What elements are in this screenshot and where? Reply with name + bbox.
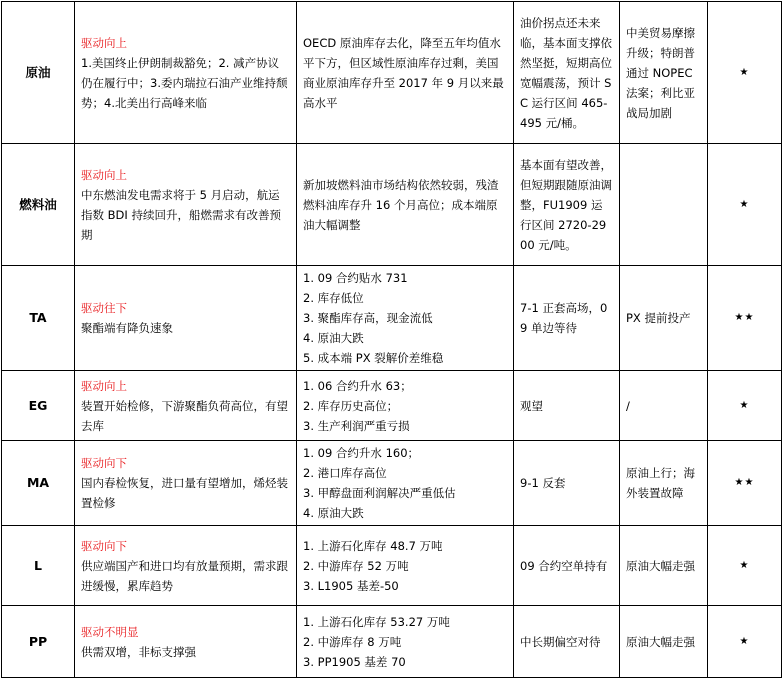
fundamentals-item: OECD 原油库存去化，降至五年均值水平下方，但区域性原油库存过剩，美国商业原油库存升至 2017 年 9 月以来最高水平: [303, 35, 504, 110]
fundamentals-item: 4. 原油大跌: [303, 331, 364, 345]
rating-stars: ★: [708, 526, 782, 606]
commodity-table: [1, 1, 782, 678]
driver-direction: 驱动往下: [81, 301, 127, 315]
driver-cell: [75, 606, 297, 678]
table-row: [2, 2, 782, 144]
fundamentals-cell: [297, 266, 514, 371]
fundamentals-item: 3. 生产利润严重亏损: [303, 418, 410, 433]
rating-stars: ★: [708, 371, 782, 441]
driver-direction: 驱动向上: [81, 35, 127, 50]
fundamentals-item: 5. 成本端 PX 裂解价差维稳: [303, 351, 444, 365]
fundamentals-cell: [297, 371, 514, 441]
fundamentals-item: 2. 中游库存 8 万吨: [303, 634, 402, 649]
table-row: [2, 606, 782, 678]
driver-cell: [75, 2, 297, 144]
commodity-name: L: [2, 526, 75, 606]
driver-detail: 中东燃油发电需求将于 5 月启动，航运指数 BDI 持续回升，船燃需求有改善预期: [81, 187, 281, 242]
fundamentals-cell: [297, 606, 514, 678]
driver-cell: [75, 371, 297, 441]
commodity-name: TA: [2, 266, 75, 371]
risk-cell: PX 提前投产: [620, 266, 708, 371]
rating-stars: ★: [708, 144, 782, 266]
fundamentals-cell: [297, 526, 514, 606]
driver-cell: [75, 441, 297, 526]
fundamentals-item: 2. 港口库存高位: [303, 466, 387, 480]
driver-direction: 驱动向下: [81, 456, 127, 470]
view-cell: 中长期偏空对待: [514, 606, 620, 678]
view-cell: 09 合约空单持有: [514, 526, 620, 606]
view-cell: 观望: [514, 371, 620, 441]
fundamentals-item: 1. 上游石化库存 48.7 万吨: [303, 538, 443, 553]
view-cell: 油价拐点还未来临，基本面支撑依然坚挺，短期高位宽幅震荡，预计 SC 运行区间 465-495 元/桶。: [514, 2, 620, 144]
commodity-name: EG: [2, 371, 75, 441]
driver-direction: 驱动向上: [81, 167, 127, 182]
risk-cell: 原油上行；海外装置故障: [620, 441, 708, 526]
fundamentals-cell: [297, 441, 514, 526]
view-cell: 基本面有望改善，但短期跟随原油调整，FU1909 运行区间 2720-2900 元/吨。: [514, 144, 620, 266]
rating-stars: ★: [708, 2, 782, 144]
fundamentals-item: 4. 原油大跌: [303, 506, 364, 520]
rating-stars: ★★: [708, 266, 782, 371]
fundamentals-item: 1. 09 合约贴水 731: [303, 271, 408, 285]
fundamentals-item: 1. 上游石化库存 53.27 万吨: [303, 614, 450, 629]
driver-direction: 驱动不明显: [81, 624, 139, 639]
view-cell: 7-1 正套高场，09 单边等待: [514, 266, 620, 371]
fundamentals-cell: [297, 2, 514, 144]
fundamentals-item: 1. 09 合约升水 160；: [303, 446, 420, 460]
fundamentals-item: 3. L1905 基差-50: [303, 578, 399, 593]
fundamentals-item: 2. 库存低位: [303, 291, 364, 305]
commodity-name: PP: [2, 606, 75, 678]
risk-cell: /: [620, 371, 708, 441]
risk-cell: 原油大幅走强: [620, 526, 708, 606]
table-row: [2, 526, 782, 606]
fundamentals-cell: [297, 144, 514, 266]
fundamentals-item: 3. 甲醇盘面利润解决严重低估: [303, 486, 456, 500]
driver-direction: 驱动向上: [81, 378, 127, 393]
fundamentals-item: 1. 06 合约升水 63；: [303, 378, 412, 393]
driver-direction: 驱动向下: [81, 538, 127, 553]
table-row: [2, 266, 782, 371]
commodity-name: MA: [2, 441, 75, 526]
driver-detail: 供应端国产和进口均有放量预期，需求跟进缓慢，累库趋势: [81, 558, 288, 593]
driver-cell: [75, 144, 297, 266]
driver-detail: 供需双增，非标支撑强: [81, 644, 196, 659]
fundamentals-item: 新加坡燃料油市场结构依然较弱，残渣燃料油库存升 16 个月高位；成本端原油大幅调整: [303, 177, 499, 232]
risk-cell: 中美贸易摩擦升级；特朗普通过 NOPEC 法案；利比亚战局加剧: [620, 2, 708, 144]
commodity-name: 原油: [2, 2, 75, 144]
risk-cell: [620, 144, 708, 266]
rating-stars: ★★: [708, 441, 782, 526]
driver-detail: 国内春检恢复，进口量有望增加，烯烃装置检修: [81, 476, 288, 510]
driver-detail: 聚酯端有降负速象: [81, 321, 173, 335]
fundamentals-item: 2. 中游库存 52 万吨: [303, 558, 409, 573]
table-row: [2, 371, 782, 441]
driver-cell: [75, 266, 297, 371]
fundamentals-item: 3. 聚酯库存高，现金流低: [303, 311, 433, 325]
rating-stars: ★: [708, 606, 782, 678]
driver-detail: 1.美国终止伊朗制裁豁免；2. 减产协议仍在履行中；3.委内瑞拉石油产业维持颓势；4.北美出行高峰来临: [81, 55, 288, 110]
fundamentals-item: 3. PP1905 基差 70: [303, 654, 406, 669]
risk-cell: 原油大幅走强: [620, 606, 708, 678]
driver-detail: 装置开始检修，下游聚酯负荷高位，有望去库: [81, 398, 288, 433]
view-cell: 9-1 反套: [514, 441, 620, 526]
fundamentals-item: 2. 库存历史高位；: [303, 398, 399, 413]
commodity-name: 燃料油: [2, 144, 75, 266]
table-row: [2, 144, 782, 266]
table-row: [2, 441, 782, 526]
driver-cell: [75, 526, 297, 606]
